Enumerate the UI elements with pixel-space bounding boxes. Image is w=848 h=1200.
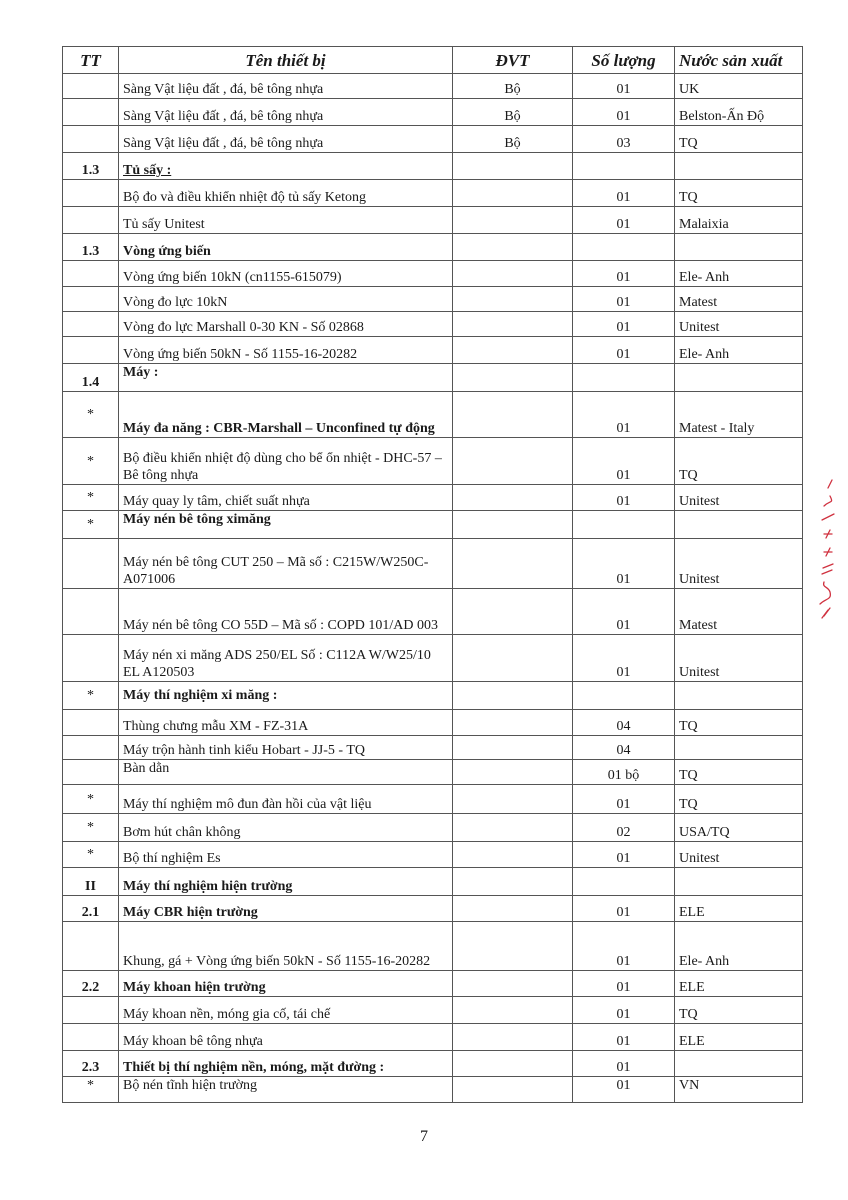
cell-name: Vòng đo lực 10kN (119, 287, 453, 312)
cell-qty: 01 (573, 589, 675, 635)
cell-tt: 1.3 (63, 153, 119, 180)
cell-tt (63, 337, 119, 364)
cell-qty: 03 (573, 126, 675, 153)
cell-qty: 01 (573, 337, 675, 364)
table-header-row (63, 47, 803, 74)
cell-origin: Ele- Anh (675, 337, 803, 364)
cell-tt: 2.2 (63, 971, 119, 997)
cell-origin: TQ (675, 438, 803, 485)
table-row (63, 392, 803, 438)
cell-qty: 01 (573, 1051, 675, 1077)
cell-origin: Matest (675, 589, 803, 635)
cell-tt (63, 1024, 119, 1051)
cell-name: Máy : (119, 364, 453, 392)
cell-tt: * (63, 842, 119, 868)
cell-origin: Unitest (675, 485, 803, 511)
cell-unit (453, 364, 573, 392)
cell-name: Máy nén bê tông ximăng (119, 511, 453, 539)
cell-origin: Matest (675, 287, 803, 312)
cell-origin: TQ (675, 180, 803, 207)
table-row (63, 207, 803, 234)
cell-tt (63, 312, 119, 337)
cell-unit (453, 635, 573, 682)
table-row (63, 760, 803, 785)
cell-name: Vòng ứng biến 50kN - Số 1155-16-20282 (119, 337, 453, 364)
cell-origin: TQ (675, 126, 803, 153)
cell-unit (453, 710, 573, 736)
cell-tt (63, 736, 119, 760)
cell-name: Thùng chưng mẫu XM - FZ-31A (119, 710, 453, 736)
table-row (63, 126, 803, 153)
cell-origin: TQ (675, 760, 803, 785)
cell-name: Bộ nén tĩnh hiện trường (119, 1077, 453, 1103)
table-row (63, 635, 803, 682)
table-row (63, 922, 803, 971)
cell-name: Máy nén bê tông CO 55D – Mã số : COPD 101/AD 003 (119, 589, 453, 635)
cell-tt: 2.1 (63, 896, 119, 922)
cell-unit (453, 1024, 573, 1051)
cell-tt: * (63, 682, 119, 710)
section-row (63, 896, 803, 922)
cell-name: Máy thí nghiệm xi măng : (119, 682, 453, 710)
cell-tt: * (63, 392, 119, 438)
cell-name: Vòng đo lực Marshall 0-30 KN - Số 02868 (119, 312, 453, 337)
table-row (63, 438, 803, 485)
cell-unit (453, 485, 573, 511)
table-row (63, 287, 803, 312)
cell-name: Bàn dằn (119, 760, 453, 785)
table-row (63, 539, 803, 589)
cell-name: Vòng ứng biến (119, 234, 453, 261)
cell-tt (63, 922, 119, 971)
cell-unit (453, 971, 573, 997)
cell-origin: Unitest (675, 842, 803, 868)
cell-origin: Malaixia (675, 207, 803, 234)
cell-name: Máy đa năng : CBR-Marshall – Unconfined tự động (119, 392, 453, 438)
cell-qty: 01 (573, 896, 675, 922)
cell-unit (453, 153, 573, 180)
cell-qty: 01 (573, 922, 675, 971)
cell-tt: * (63, 814, 119, 842)
section-row (63, 234, 803, 261)
cell-unit (453, 234, 573, 261)
cell-origin (675, 1051, 803, 1077)
cell-origin (675, 234, 803, 261)
cell-tt (63, 635, 119, 682)
cell-tt (63, 589, 119, 635)
cell-tt: 1.3 (63, 234, 119, 261)
cell-tt: II (63, 868, 119, 896)
cell-qty: 01 (573, 392, 675, 438)
table-row (63, 589, 803, 635)
table-row (63, 997, 803, 1024)
cell-origin: ELE (675, 896, 803, 922)
cell-qty (573, 234, 675, 261)
cell-qty: 01 (573, 785, 675, 814)
cell-unit (453, 589, 573, 635)
cell-origin: Belston-Ấn Độ (675, 99, 803, 126)
cell-tt: * (63, 785, 119, 814)
section-row (63, 153, 803, 180)
cell-origin: TQ (675, 785, 803, 814)
cell-unit (453, 392, 573, 438)
cell-origin: ELE (675, 971, 803, 997)
table-row (63, 842, 803, 868)
cell-origin (675, 682, 803, 710)
cell-qty (573, 868, 675, 896)
cell-tt (63, 997, 119, 1024)
header-name: Tên thiết bị (119, 47, 453, 74)
table-row (63, 180, 803, 207)
cell-name: Máy quay ly tâm, chiết suất nhựa (119, 485, 453, 511)
section-row (63, 364, 803, 392)
cell-qty: 01 (573, 971, 675, 997)
table-row (63, 1077, 803, 1103)
cell-tt: * (63, 511, 119, 539)
cell-unit (453, 287, 573, 312)
cell-tt: * (63, 1077, 119, 1103)
header-origin: Nước sản xuất (675, 47, 803, 74)
table-row (63, 785, 803, 814)
section-row (63, 868, 803, 896)
cell-tt: * (63, 485, 119, 511)
cell-origin: USA/TQ (675, 814, 803, 842)
header-unit: ĐVT (453, 47, 573, 74)
cell-name: Máy trộn hành tinh kiểu Hobart - JJ-5 - TQ (119, 736, 453, 760)
cell-origin: TQ (675, 710, 803, 736)
cell-qty (573, 153, 675, 180)
cell-name: Khung, gá + Vòng ứng biến 50kN - Số 1155-16-20282 (119, 922, 453, 971)
cell-qty (573, 511, 675, 539)
cell-unit (453, 922, 573, 971)
section-row (63, 511, 803, 539)
cell-name: Sàng Vật liệu đất , đá, bê tông nhựa (119, 126, 453, 153)
cell-unit (453, 438, 573, 485)
cell-name: Máy khoan nền, móng gia cố, tái chế (119, 997, 453, 1024)
cell-name: Máy CBR hiện trường (119, 896, 453, 922)
cell-tt (63, 539, 119, 589)
section-row (63, 971, 803, 997)
cell-unit (453, 511, 573, 539)
cell-qty: 01 (573, 207, 675, 234)
cell-name: Thiết bị thí nghiệm nền, móng, mặt đường : (119, 1051, 453, 1077)
cell-origin: VN (675, 1077, 803, 1103)
cell-tt (63, 74, 119, 99)
equipment-table (62, 46, 803, 1103)
cell-tt (63, 207, 119, 234)
cell-tt: 2.3 (63, 1051, 119, 1077)
table-row (63, 710, 803, 736)
cell-unit (453, 842, 573, 868)
cell-qty: 01 (573, 312, 675, 337)
cell-qty: 01 (573, 1024, 675, 1051)
cell-unit (453, 785, 573, 814)
cell-name: Máy khoan hiện trường (119, 971, 453, 997)
cell-origin: Unitest (675, 539, 803, 589)
cell-qty: 01 (573, 438, 675, 485)
cell-qty: 01 (573, 997, 675, 1024)
cell-qty: 01 (573, 485, 675, 511)
cell-qty: 01 (573, 180, 675, 207)
cell-tt (63, 180, 119, 207)
cell-unit (453, 868, 573, 896)
cell-unit (453, 814, 573, 842)
table-row (63, 1024, 803, 1051)
table-row (63, 485, 803, 511)
cell-unit (453, 207, 573, 234)
cell-name: Bộ điều khiển nhiệt độ dùng cho bể ổn nhiệt - DHC-57 – Bê tông nhựa (119, 438, 453, 485)
cell-origin (675, 736, 803, 760)
cell-unit (453, 682, 573, 710)
cell-unit (453, 896, 573, 922)
table-row (63, 74, 803, 99)
cell-qty: 02 (573, 814, 675, 842)
table-row (63, 736, 803, 760)
cell-name: Bộ thí nghiệm Es (119, 842, 453, 868)
cell-name: Máy khoan bê tông nhựa (119, 1024, 453, 1051)
cell-origin (675, 364, 803, 392)
cell-unit: Bộ (453, 126, 573, 153)
cell-unit (453, 997, 573, 1024)
cell-name: Bơm hút chân không (119, 814, 453, 842)
cell-unit (453, 180, 573, 207)
section-row (63, 682, 803, 710)
cell-origin: UK (675, 74, 803, 99)
cell-tt: * (63, 438, 119, 485)
table-row (63, 312, 803, 337)
header-tt: TT (63, 47, 119, 74)
cell-origin: Unitest (675, 312, 803, 337)
cell-origin: Unitest (675, 635, 803, 682)
cell-origin (675, 868, 803, 896)
page-number: 7 (420, 1128, 428, 1145)
cell-qty: 01 (573, 74, 675, 99)
cell-unit (453, 337, 573, 364)
cell-qty: 01 (573, 539, 675, 589)
table-row (63, 99, 803, 126)
cell-unit (453, 261, 573, 287)
cell-qty (573, 682, 675, 710)
cell-tt (63, 126, 119, 153)
cell-qty: 01 (573, 261, 675, 287)
cell-unit (453, 736, 573, 760)
cell-tt: 1.4 (63, 364, 119, 392)
cell-unit (453, 539, 573, 589)
cell-qty: 01 (573, 99, 675, 126)
cell-qty (573, 364, 675, 392)
cell-qty: 01 bộ (573, 760, 675, 785)
cell-name: Sàng Vật liệu đất , đá, bê tông nhựa (119, 99, 453, 126)
table-row (63, 814, 803, 842)
cell-name: Máy thí nghiệm hiện trường (119, 868, 453, 896)
cell-tt (63, 287, 119, 312)
cell-origin: TQ (675, 997, 803, 1024)
cell-origin: Matest - Italy (675, 392, 803, 438)
cell-unit (453, 1077, 573, 1103)
cell-qty: 01 (573, 842, 675, 868)
cell-origin (675, 511, 803, 539)
cell-origin: Ele- Anh (675, 922, 803, 971)
cell-tt (63, 760, 119, 785)
cell-unit (453, 312, 573, 337)
cell-name: Tủ sấy Unitest (119, 207, 453, 234)
cell-unit (453, 1051, 573, 1077)
cell-name: Máy nén bê tông CUT 250 – Mã số : C215W/W250C-A071006 (119, 539, 453, 589)
cell-tt (63, 710, 119, 736)
cell-qty: 01 (573, 287, 675, 312)
cell-name: Máy nén xi măng ADS 250/EL Số : C112A W/W25/10 EL A120503 (119, 635, 453, 682)
cell-unit: Bộ (453, 74, 573, 99)
section-row (63, 1051, 803, 1077)
cell-qty: 01 (573, 1077, 675, 1103)
cell-tt (63, 99, 119, 126)
cell-qty: 01 (573, 635, 675, 682)
header-qty: Số lượng (573, 47, 675, 74)
cell-name: Tủ sấy : (119, 153, 453, 180)
cell-tt (63, 261, 119, 287)
cell-origin (675, 153, 803, 180)
cell-name: Vòng ứng biến 10kN (cn1155-615079) (119, 261, 453, 287)
table-row (63, 261, 803, 287)
cell-qty: 04 (573, 710, 675, 736)
cell-origin: ELE (675, 1024, 803, 1051)
cell-name: Bộ đo và điều khiển nhiệt độ tủ sấy Ketong (119, 180, 453, 207)
cell-qty: 04 (573, 736, 675, 760)
cell-name: Máy thí nghiệm mô đun đàn hồi của vật liệu (119, 785, 453, 814)
cell-unit (453, 760, 573, 785)
cell-name: Sàng Vật liệu đất , đá, bê tông nhựa (119, 74, 453, 99)
cell-origin: Ele- Anh (675, 261, 803, 287)
table-row (63, 337, 803, 364)
handwritten-initials-mark (812, 470, 846, 620)
cell-unit: Bộ (453, 99, 573, 126)
